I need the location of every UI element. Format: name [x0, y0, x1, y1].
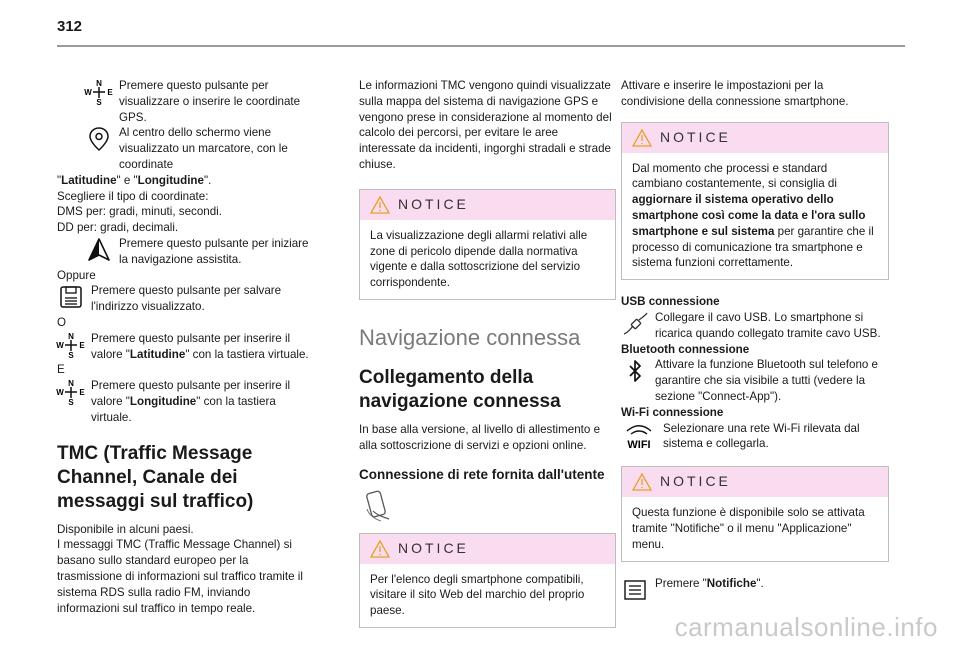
longitude-entry-text: Premere questo pulsante per inserire il valore "Longitudine" con la tastiera virtuale. [91, 379, 291, 424]
svg-text:S: S [96, 98, 102, 107]
bluetooth-icon [621, 357, 649, 385]
notice-title: NOTICE [660, 128, 731, 145]
svg-text:W: W [84, 88, 92, 97]
tmc-availability: Disponibile in alcuni paesi. [57, 522, 194, 536]
longitude-entry-item [29, 378, 312, 425]
wifi-text: Selezionare una rete Wi-Fi rilevata dal sistema e collegarla. [663, 421, 860, 451]
notice-box [621, 122, 889, 281]
usb-heading: USB connessione [621, 295, 720, 309]
watermark: carmanualsonline.info [674, 612, 938, 642]
usb-cable-icon [621, 310, 649, 338]
connection-heading: Collegamento della navigazione connessa [359, 366, 561, 412]
save-text: Premere questo pulsante per salvare l'indirizzo visualizzato. [91, 284, 282, 314]
bluetooth-heading: Bluetooth connessione [621, 342, 750, 356]
notice-header [360, 534, 615, 564]
tmc-more-text: Le informazioni TMC vengono quindi visualizzate sulla mappa del sistema di navigazione GPS e vengono prese in considerazione al momento del calcolo dei percorsi, per evitare le aree interessate da incidenti, ingorghi stradali e strade chiuse. [359, 79, 612, 171]
svg-text:N: N [96, 79, 102, 88]
sharing-text: Attivare e inserire le impostazioni per la condivisione della connessione smartphone. [621, 79, 849, 108]
svg-text:N: N [68, 331, 74, 341]
svg-text:W: W [56, 388, 64, 398]
notice-body: Questa funzione è disponibile solo se attivata tramite "Notifiche" o il menu "Applicazione" menu. [632, 506, 865, 551]
page-number: 312 [57, 18, 83, 35]
o-text: O [57, 315, 67, 329]
marker-item [57, 125, 312, 172]
svg-text:E: E [79, 340, 85, 350]
notice-box [621, 466, 889, 561]
wifi-item [621, 421, 889, 453]
notice-header [360, 190, 615, 220]
notice-body: La visualizzazione degli allarmi relativi alle zone di pericolo dipende dalla normativa vigente e dalla sottoscrizione del servizio corrispondente. [370, 228, 588, 290]
notice-body: Per l'elenco degli smartphone compatibili, visitare il sito Web del marchio del proprio paese. [370, 572, 585, 618]
bluetooth-item [621, 357, 889, 404]
notice-header [622, 123, 888, 153]
notice-box [359, 533, 616, 628]
svg-text:WIFI: WIFI [627, 438, 651, 451]
smartphone-icon [363, 489, 393, 523]
wifi-icon [621, 421, 657, 449]
usb-item [621, 310, 889, 342]
user-network-heading: Connessione di rete fornita dall'utente [359, 466, 605, 482]
notifications-item [621, 576, 889, 604]
warning-triangle-icon [632, 129, 652, 147]
lat-lon-line: "Latitudine" e "Longitudine". [57, 173, 212, 187]
navigate-item [57, 236, 312, 268]
svg-text:E: E [107, 88, 113, 97]
warning-triangle-icon [370, 196, 390, 214]
compass-icon [57, 378, 85, 406]
notice-header [622, 467, 888, 497]
header-rule [57, 45, 905, 47]
gps-button-text: Premere questo pulsante per visualizzare o inserire le coordinate GPS. [119, 79, 301, 124]
gps-coordinates-item [57, 78, 312, 125]
tmc-description: I messaggi TMC (Traffic Message Channel) si basano sullo standard europeo per la trasmissione di informazioni sul traffico tramite il sistema RDS sulla radio FM, inviando informazioni sul traffico in tempo reale. [57, 538, 303, 615]
svg-text:N: N [68, 379, 74, 389]
menu-list-icon [621, 576, 649, 604]
notifications-text: Premere "Notifiche". [655, 576, 764, 590]
coord-type-text: Scegliere il tipo di coordinate: [57, 189, 209, 203]
svg-text:S: S [68, 398, 74, 408]
save-icon [57, 283, 85, 311]
connected-navigation-heading: Navigazione connessa [359, 324, 581, 350]
svg-text:E: E [79, 388, 85, 398]
notice-body: Dal momento che processi e standard cambiano costantemente, si consiglia di aggiornare il sistema operativo dello smartphone così come la data e l'ora sullo smartphone e sul sistema per garantire che il processo di comunicazione tra smartphone e sistema funzioni correttamente. [632, 161, 874, 270]
column-right [621, 78, 889, 604]
navigate-text: Premere questo pulsante per iniziare la navigazione assistita. [119, 236, 309, 266]
oppure-text: Oppure [57, 268, 96, 282]
warning-triangle-icon [370, 540, 390, 558]
svg-text:W: W [56, 340, 64, 350]
navigation-arrow-icon [85, 236, 113, 264]
column-middle [359, 78, 616, 642]
notice-title: NOTICE [398, 195, 469, 212]
notice-title: NOTICE [660, 473, 731, 490]
notice-box [359, 189, 616, 300]
compass-icon [85, 78, 113, 106]
compass-icon [57, 331, 85, 359]
notice-title: NOTICE [398, 539, 469, 556]
connection-text: In base alla versione, al livello di allestimento e alla sottoscrizione di servizi e opzioni online. [359, 422, 601, 452]
latitude-entry-item [29, 331, 312, 363]
e-text: E [57, 363, 65, 377]
dd-text: DD per: gradi, decimali. [57, 221, 179, 235]
column-left [57, 78, 312, 616]
warning-triangle-icon [632, 473, 652, 491]
tmc-heading: TMC (Traffic Message Channel, Canale dei messaggi sul traffico) [57, 442, 254, 512]
save-item [29, 283, 312, 315]
usb-text: Collegare il cavo USB. Lo smartphone si ricarica quando collegato tramite cavo USB. [655, 310, 881, 340]
bluetooth-text: Attivare la funzione Bluetooth sul telefono e garantire che sia visibile a tutti (vedere la sezione "Connect-App"). [655, 358, 879, 403]
marker-text: Al centro dello schermo viene visualizzato un marcatore, con le coordinate [119, 126, 288, 171]
latitude-entry-text: Premere questo pulsante per inserire il valore "Latitudine" con la tastiera virtuale. [91, 331, 309, 361]
location-pin-icon [85, 125, 113, 153]
svg-text:S: S [68, 350, 74, 360]
wifi-heading: Wi-Fi connessione [621, 405, 724, 419]
dms-text: DMS per: gradi, minuti, secondi. [57, 205, 222, 219]
